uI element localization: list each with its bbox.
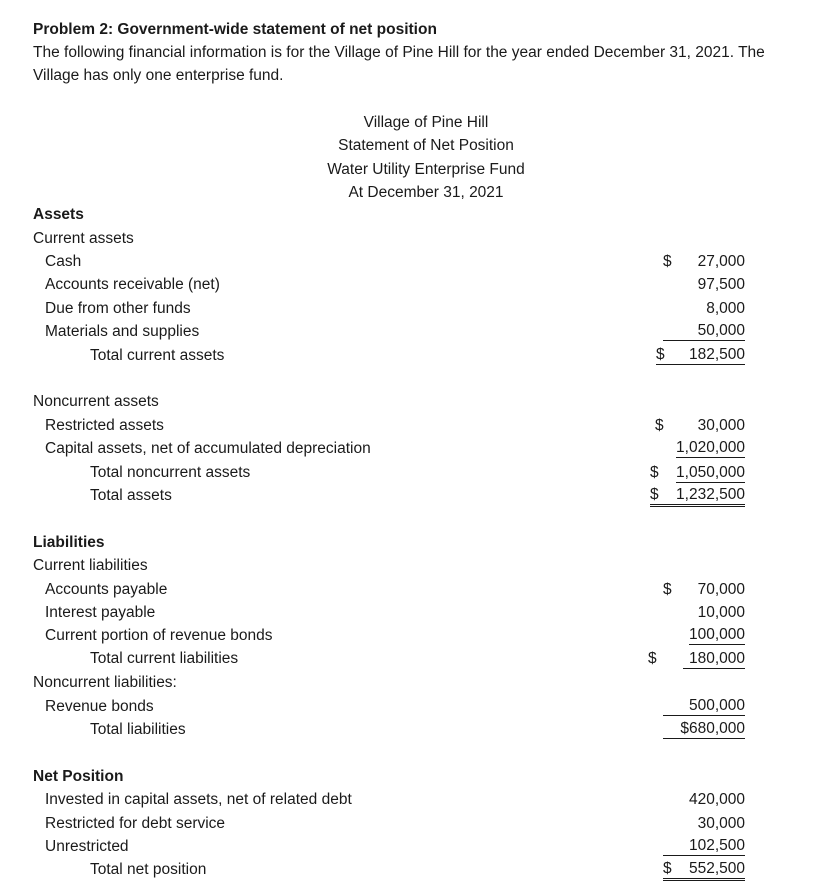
assets-heading-row bbox=[0, 203, 815, 226]
line-item-interest-payable bbox=[0, 601, 815, 624]
total-net-position-row bbox=[0, 858, 815, 881]
line-item-amount: 30,000 bbox=[697, 815, 745, 832]
line-item-label: Interest payable bbox=[45, 604, 156, 621]
line-item-accounts-receivable bbox=[0, 273, 815, 296]
line-item-label: Revenue bonds bbox=[45, 698, 154, 715]
total-label: Total current liabilities bbox=[90, 650, 239, 667]
dollar-sign: $ bbox=[663, 581, 672, 598]
line-item-amount: 8,000 bbox=[706, 300, 745, 317]
total-liabilities-row bbox=[0, 718, 815, 741]
line-item-amount: 50,000 bbox=[663, 321, 745, 341]
total-label: Total noncurrent assets bbox=[90, 464, 251, 481]
line-item-amount: 500,000 bbox=[663, 696, 745, 716]
total-label: Total net position bbox=[90, 861, 207, 878]
line-item-cash bbox=[0, 250, 815, 273]
total-amount: $ 1,232,500 bbox=[650, 485, 745, 507]
line-item-label: Current portion of revenue bonds bbox=[45, 627, 273, 644]
line-item-label: Accounts receivable (net) bbox=[45, 276, 220, 293]
noncurrent-assets-heading-row bbox=[0, 390, 815, 413]
line-item-label: Unrestricted bbox=[45, 838, 129, 855]
total-noncurrent-assets-row bbox=[0, 461, 815, 484]
entity-name: Village of Pine Hill bbox=[363, 114, 489, 131]
line-item-label: Accounts payable bbox=[45, 581, 168, 598]
line-item-amount: $ 30,000 bbox=[655, 414, 745, 437]
dollar-sign: $ bbox=[656, 346, 665, 363]
line-item-restricted-assets bbox=[0, 414, 815, 437]
total-label: Total liabilities bbox=[90, 721, 186, 738]
dollar-sign: $ bbox=[648, 650, 657, 667]
problem-intro bbox=[33, 18, 803, 87]
dollar-sign: $ bbox=[650, 464, 659, 481]
total-amount: $ 1,050,000 bbox=[650, 461, 745, 484]
line-item-amount: 97,500 bbox=[697, 276, 745, 293]
line-item-amount: 10,000 bbox=[697, 604, 745, 621]
total-current-assets-row bbox=[0, 344, 815, 367]
line-item-label: Restricted for debt service bbox=[45, 815, 226, 832]
problem-description: The following financial information is for the Village of Pine Hill for the year ended December 31, 2021. The Village has only one enterprise fund. bbox=[33, 44, 765, 84]
line-item-label: Due from other funds bbox=[45, 300, 191, 317]
assets-heading: Assets bbox=[33, 206, 84, 223]
dollar-sign: $ bbox=[655, 417, 664, 434]
dollar-sign: $ bbox=[663, 860, 672, 877]
current-assets-heading-row bbox=[0, 227, 815, 250]
total-current-liabilities-row bbox=[0, 647, 815, 670]
line-item-invested-capital bbox=[0, 788, 815, 811]
line-item-amount: $ 27,000 bbox=[663, 250, 745, 273]
statement-name: Statement of Net Position bbox=[338, 137, 514, 155]
current-liabilities-heading-row bbox=[0, 554, 815, 577]
line-item-label: Invested in capital assets, net of related debt bbox=[45, 791, 352, 808]
line-item-amount: 102,500 bbox=[663, 836, 745, 856]
total-amount: $ 180,000 bbox=[650, 647, 745, 670]
current-liabilities-heading: Current liabilities bbox=[33, 557, 148, 574]
line-item-restricted-debt-service bbox=[0, 812, 815, 835]
line-item-revenue-bonds bbox=[0, 695, 815, 718]
liabilities-heading-row bbox=[0, 531, 815, 554]
line-item-amount: $ 70,000 bbox=[663, 578, 745, 601]
noncurrent-assets-heading: Noncurrent assets bbox=[33, 393, 159, 410]
total-label: Total current assets bbox=[90, 347, 225, 364]
total-amount: $ 552,500 bbox=[663, 859, 745, 881]
dollar-sign: $ bbox=[663, 253, 672, 270]
line-item-due-from-other-funds bbox=[0, 297, 815, 320]
net-position-heading-row bbox=[0, 765, 815, 788]
line-item-amount: 420,000 bbox=[688, 791, 745, 808]
line-item-materials-supplies bbox=[0, 320, 815, 343]
line-item-label: Restricted assets bbox=[45, 417, 164, 434]
total-assets-row bbox=[0, 484, 815, 507]
current-assets-heading: Current assets bbox=[33, 230, 134, 247]
line-item-label: Materials and supplies bbox=[45, 323, 200, 340]
line-item-label: Capital assets, net of accumulated depreciation bbox=[45, 440, 371, 457]
line-item-amount: 100,000 bbox=[688, 626, 745, 643]
line-item-accounts-payable bbox=[0, 578, 815, 601]
line-item-capital-assets bbox=[0, 437, 815, 460]
total-amount: $ 182,500 bbox=[656, 346, 745, 363]
liabilities-heading: Liabilities bbox=[33, 534, 105, 551]
line-item-amount: 1,020,000 bbox=[676, 439, 745, 456]
dollar-sign: $ bbox=[650, 486, 659, 503]
noncurrent-liabilities-heading-row bbox=[0, 671, 815, 694]
problem-title: Problem 2: Government-wide statement of net position bbox=[33, 21, 437, 38]
line-item-current-revenue-bonds bbox=[0, 624, 815, 647]
line-item-unrestricted bbox=[0, 835, 815, 858]
noncurrent-liabilities-heading: Noncurrent liabilities: bbox=[33, 674, 177, 691]
statement-header bbox=[280, 111, 572, 204]
statement-date: At December 31, 2021 bbox=[348, 183, 504, 201]
total-label: Total assets bbox=[90, 487, 172, 504]
line-item-label: Cash bbox=[45, 253, 82, 270]
total-amount: $680,000 bbox=[663, 719, 745, 739]
fund-name: Water Utility Enterprise Fund bbox=[327, 160, 525, 178]
net-position-heading: Net Position bbox=[33, 768, 124, 785]
